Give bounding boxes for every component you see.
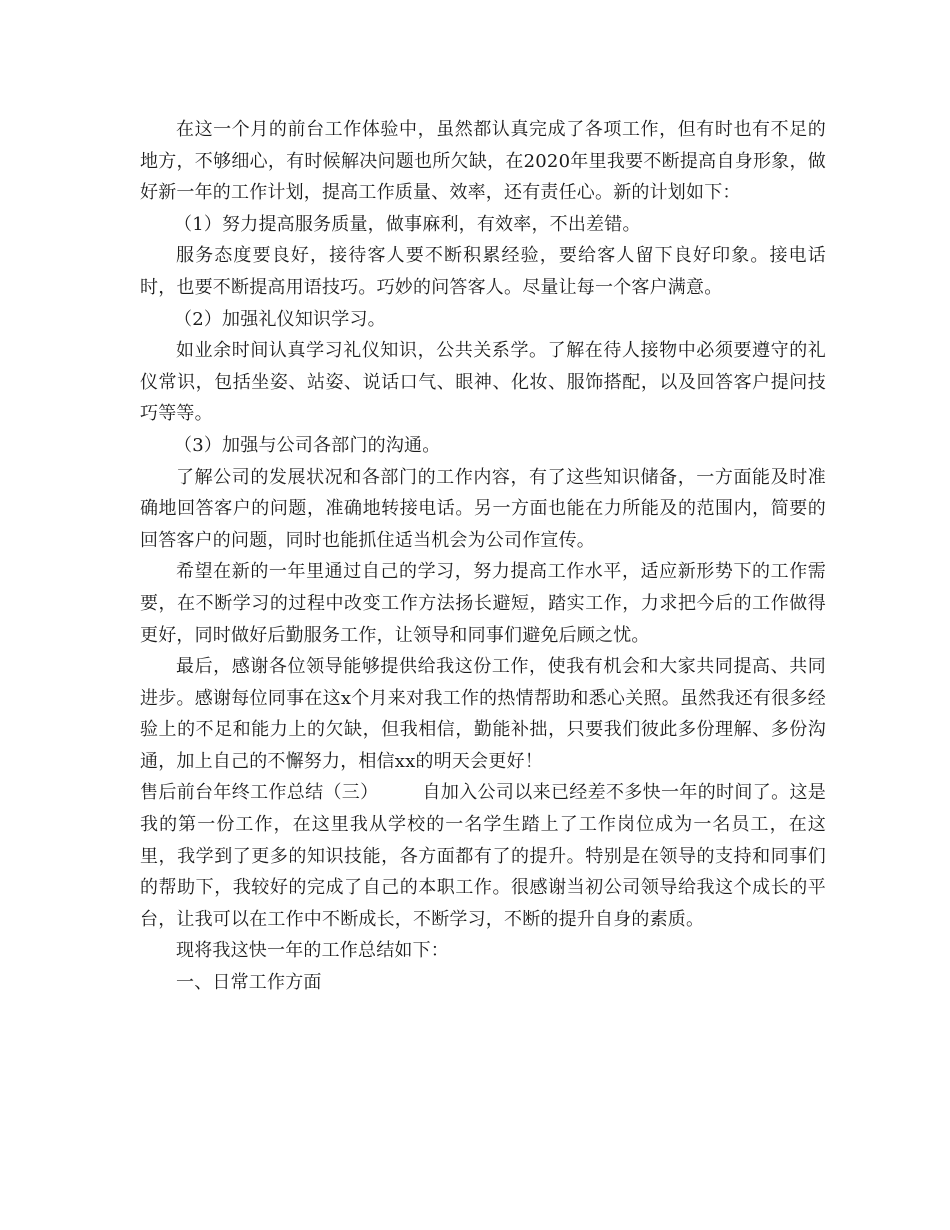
document-body [140,114,826,999]
list-item-1: （1）努力提高服务质量，做事麻利，有效率，不出差错。 [174,213,641,235]
section-title: 售后前台年终工作总结（三） [140,782,379,804]
heading-daily-work: 一、日常工作方面 [176,972,322,994]
paragraph-hope: 希望在新的一年里通过自己的学习，努力提高工作水平，适应新形势下的工作需要，在不断学习的过程中改变工作方法扬长避短，踏实工作，力求把今后的工作做得更好，同时做好后勤服务工作，让领导和同事们避免后顾之忧。 [140,561,826,646]
paragraph-thanks: 最后，感谢各位领导能够提供给我这份工作，使我有机会和大家共同提高、共同进步。感谢每位同事在这x个月来对我工作的热情帮助和悉心关照。虽然我还有很多经验上的不足和能力上的欠缺，但我相信，勤能补拙，只要我们彼此多份理解、多份沟通，加上自己的不懈努力，相信xx的明天会更好！ [140,656,826,772]
list-item-3: （3）加强与公司各部门的沟通。 [174,434,441,456]
list-item-2: （2）加强礼仪知识学习。 [174,308,386,330]
paragraph-service: 服务态度要良好，接待客人要不断积累经验，要给客人留下良好印象。接电话时，也要不断提高用语技巧。巧妙的问答客人。尽量让每一个客户满意。 [140,245,826,298]
paragraph-summary-lead: 现将我这快一年的工作总结如下： [176,940,449,962]
section-paragraph [140,777,826,935]
paragraph-intro: 在这一个月的前台工作体验中，虽然都认真完成了各项工作，但有时也有不足的地方，不够细心，有时候解决问题也所欠缺，在2020年里我要不断提高自身形象，做好新一年的工作计划，提高工作质量、效率，还有责任心。新的计划如下： [140,119,826,204]
paragraph-etiquette: 如业余时间认真学习礼仪知识，公共关系学。了解在待人接物中必须要遵守的礼仪常识，包括坐姿、站姿、说话口气、眼神、化妆、服饰搭配，以及回答客户提问技巧等等。 [140,340,826,425]
paragraph-communication: 了解公司的发展状况和各部门的工作内容，有了这些知识储备，一方面能及时准确地回答客户的问题，准确地转接电话。另一方面也能在力所能及的范围内，简要的回答客户的问题，同时也能抓住适当机会为公司作宣传。 [140,466,826,551]
section-intro-text: 自加入公司以来已经差不多快一年的时间了。这是我的第一份工作，在这里我从学校的一名学生踏上了工作岗位成为一名员工，在这里，我学到了更多的知识技能，各方面都有了的提升。特别是在领导的支持和同事们的帮助下，我较好的完成了自己的本职工作。很感谢当初公司领导给我这个成长的平台，让我可以在工作中不断成长，不断学习，不断的提升自身的素质。 [140,782,826,930]
